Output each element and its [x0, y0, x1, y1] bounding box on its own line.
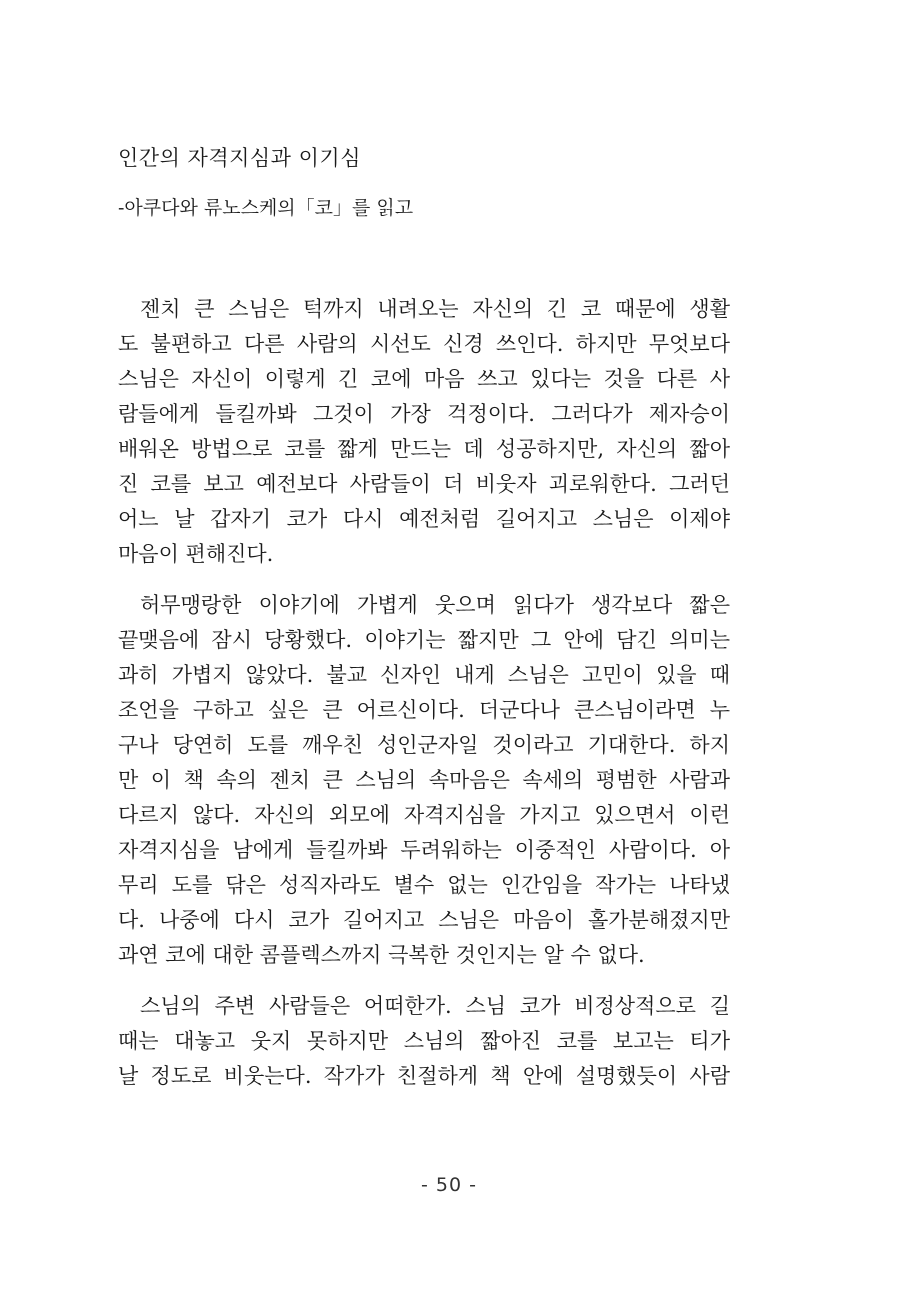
essay-title: 인간의 자격지심과 이기심 — [118, 146, 361, 170]
text-line: 구나 당연히 도를 깨우친 성인군자일 것이라고 기대한다. 하지 — [118, 733, 730, 757]
paragraph-1 — [118, 292, 730, 572]
text-line: 다르지 않다. 자신의 외모에 자격지심을 가지고 있으면서 이런 — [118, 803, 730, 827]
text-line: 스님은 자신이 이렇게 긴 코에 마음 쓰고 있다는 것을 다른 사 — [118, 367, 730, 391]
text-line: 도 불편하고 다른 사람의 시선도 신경 쓰인다. 하지만 무엇보다 — [118, 332, 730, 356]
text-line: 때는 대놓고 웃지 못하지만 스님의 짧아진 코를 보고는 티가 — [118, 1029, 730, 1053]
paragraph-3 — [118, 989, 730, 1094]
text-line: 과연 코에 대한 콤플렉스까지 극복한 것인지는 알 수 없다. — [118, 943, 645, 967]
text-line: 젠치 큰 스님은 턱까지 내려오는 자신의 긴 코 때문에 생활 — [140, 297, 730, 321]
text-line: 스님의 주변 사람들은 어떠한가. 스님 코가 비정상적으로 길 — [140, 994, 730, 1018]
text-line: 날 정도로 비웃는다. 작가가 친절하게 책 안에 설명했듯이 사람 — [118, 1064, 730, 1088]
text-line: 허무맹랑한 이야기에 가볍게 웃으며 읽다가 생각보다 짧은 — [140, 593, 730, 617]
essay-body — [118, 292, 730, 1110]
text-line: 자격지심을 남에게 들킬까봐 두려워하는 이중적인 사람이다. 아 — [118, 838, 730, 862]
essay-subtitle: -아쿠다와 류노스케의「코」를 읽고 — [118, 197, 414, 219]
text-line: 무리 도를 닦은 성직자라도 별수 없는 인간임을 작가는 나타냈 — [118, 873, 730, 897]
text-line: 조언을 구하고 싶은 큰 어르신이다. 더군다나 큰스님이라면 누 — [118, 698, 730, 722]
text-line: 마음이 편해진다. — [118, 542, 274, 566]
text-line: 과히 가볍지 않았다. 불교 신자인 내게 스님은 고민이 있을 때 — [118, 663, 730, 687]
document-page — [118, 0, 730, 1312]
text-line: 다. 나중에 다시 코가 길어지고 스님은 마음이 홀가분해졌지만 — [118, 908, 730, 932]
text-line: 배워온 방법으로 코를 짧게 만드는 데 성공하지만, 자신의 짧아 — [118, 437, 730, 461]
text-line: 끝맺음에 잠시 당황했다. 이야기는 짧지만 그 안에 담긴 의미는 — [118, 628, 730, 652]
paragraph-2 — [118, 588, 730, 973]
text-line: 어느 날 갑자기 코가 다시 예전처럼 길어지고 스님은 이제야 — [118, 507, 730, 531]
text-line: 람들에게 들킬까봐 그것이 가장 걱정이다. 그러다가 제자승이 — [118, 402, 730, 426]
page-number: - 50 - — [421, 1174, 477, 1196]
text-line: 만 이 책 속의 젠치 큰 스님의 속마음은 속세의 평범한 사람과 — [118, 768, 730, 792]
text-line: 진 코를 보고 예전보다 사람들이 더 비웃자 괴로워한다. 그러던 — [118, 472, 730, 496]
